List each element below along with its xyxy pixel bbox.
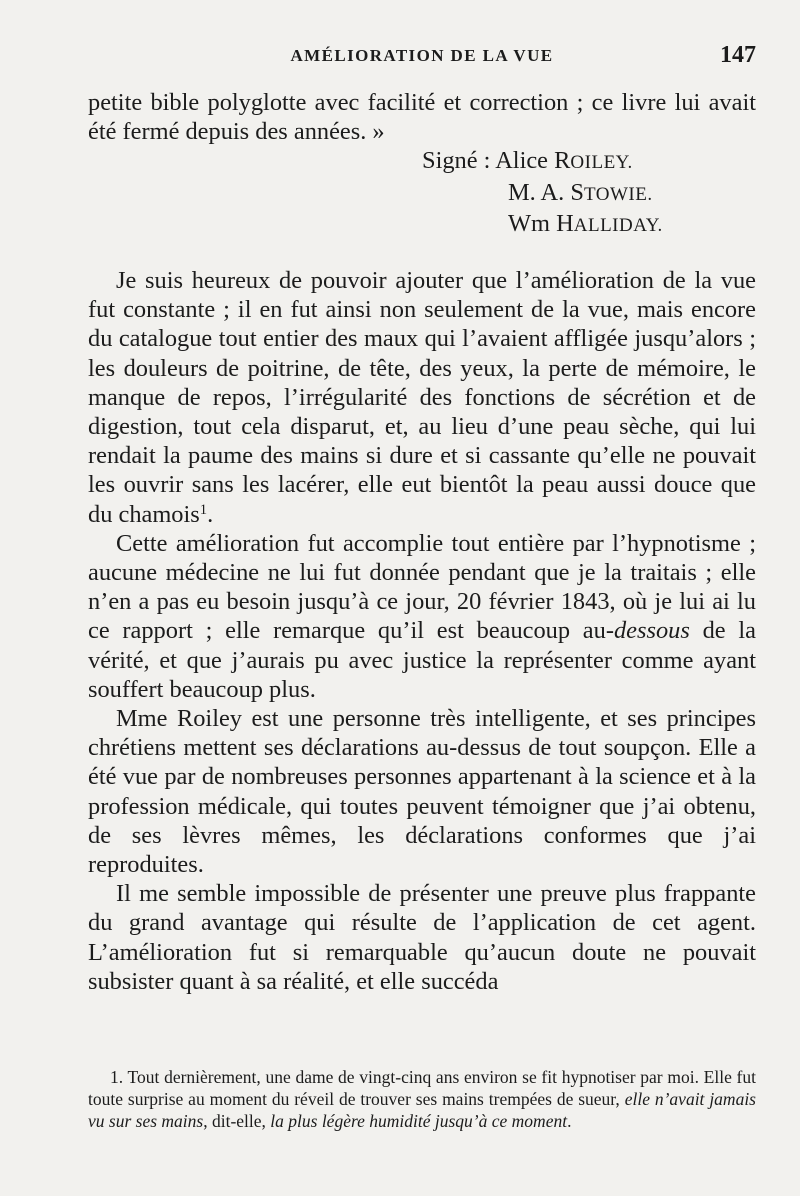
paragraph-gap — [88, 240, 756, 266]
paragraph-1: petite bible polyglotte avec facilité et correction ; ce livre lui avait été fermé depuis des années. » — [88, 89, 756, 146]
signature-3-initial: H — [556, 209, 574, 237]
signature-2-initial: S — [570, 178, 584, 206]
signature-3-rest: ALLIDAY. — [573, 214, 663, 236]
signature-1-initial: R — [554, 147, 571, 175]
signature-2-first: M. A. — [508, 178, 571, 206]
footnote — [88, 1066, 756, 1132]
signature-block — [88, 146, 756, 240]
paragraph-4: Mme Roiley est une personne très intelligente, et ses principes chrétiens mettent ses déclarations au-dessus de tout soupçon. Elle a été vue par de nombreuses personnes appartenant à la science et à la profession médicale, qui toutes peuvent témoigner que j’ai obtenu, de ses lèvres mêmes, les déclarations conformes que j’ai reproduites. — [88, 705, 756, 879]
signature-2-rest: TOWIE. — [583, 183, 653, 205]
paragraph-3-text-b: de la vérité, et que j’aurais pu avec justice la représenter comme ayant souffert beaucoup plus. — [88, 617, 756, 703]
footnote-number: 1. — [110, 1067, 124, 1087]
footnote-reference: 1 — [199, 501, 208, 518]
footnote-emphasis-1: elle n’avait jamais vu sur ses mains — [88, 1089, 756, 1131]
footnote-text-a: Tout dernièrement, une dame de vingt-cinq ans environ se fit hypnotiser par moi. Elle fut toute surprise au moment du réveil de trouver ses mains trempées de sueur, — [88, 1067, 756, 1109]
paragraph-3-text-a: Cette amélioration fut accomplie tout entière par l’hypnotisme ; aucune médecine ne lui fut donnée pendant que je la traitais ; elle n’en a pas eu besoin jusqu’à ce jour, 20 février 1843, où je lui ai lu ce rapport ; elle remarque qu’il est beaucoup au- — [88, 529, 756, 645]
footnote-text-b: , dit-elle, — [203, 1111, 271, 1131]
paragraph-2-text: Je suis heureux de pouvoir ajouter que l’amélioration de la vue fut constante ; il en fut ainsi non seulement de la vue, mais encore du catalogue tout entier des maux qui l’avaient affligée jusqu’alors ; les douleurs de poitrine, de tête, des yeux, la perte de mémoire, le manque de repos, l’irrégularité des fonctions de sécrétion et de digestion, tout cela disparut, et, au lieu d’une peau sèche, qui lui rendait la paume des mains si dure et si cassante qu’elle ne pouvait les ouvrir sans les lacérer, elle eut bientôt la peau aussi douce que du chamois — [88, 267, 756, 528]
paragraph-2-end: . — [207, 500, 214, 528]
paragraph-3 — [88, 529, 756, 704]
main-text — [88, 88, 756, 996]
signature-line-2 — [422, 178, 756, 209]
footnote-text-c: . — [567, 1111, 572, 1131]
footnote-rule — [88, 1058, 756, 1059]
page-number: 147 — [720, 42, 756, 68]
signature-1-rest: OILEY. — [570, 152, 633, 174]
footnote-paragraph — [88, 1066, 756, 1132]
signature-line-1 — [422, 146, 756, 177]
paragraph-3-emphasis: dessous — [613, 617, 690, 645]
signature-1-first: Alice — [495, 147, 555, 175]
running-title: AMÉLIORATION DE LA VUE — [290, 46, 554, 65]
paragraph-5: Il me semble impossible de présenter une preuve plus frappante du grand avantage qui résulte de l’application de cet agent. L’amélioration fut si remarquable qu’aucun doute ne pouvait subsister quant à sa réalité, et elle succéda — [88, 880, 756, 995]
paragraph-2 — [88, 266, 756, 529]
page-header — [88, 42, 756, 72]
signature-prefix: Signé : — [422, 147, 496, 175]
signature-line-3 — [422, 209, 756, 240]
footnote-emphasis-2: la plus légère humidité jusqu’à ce moment — [270, 1111, 568, 1131]
signature-3-first: Wm — [508, 209, 557, 237]
